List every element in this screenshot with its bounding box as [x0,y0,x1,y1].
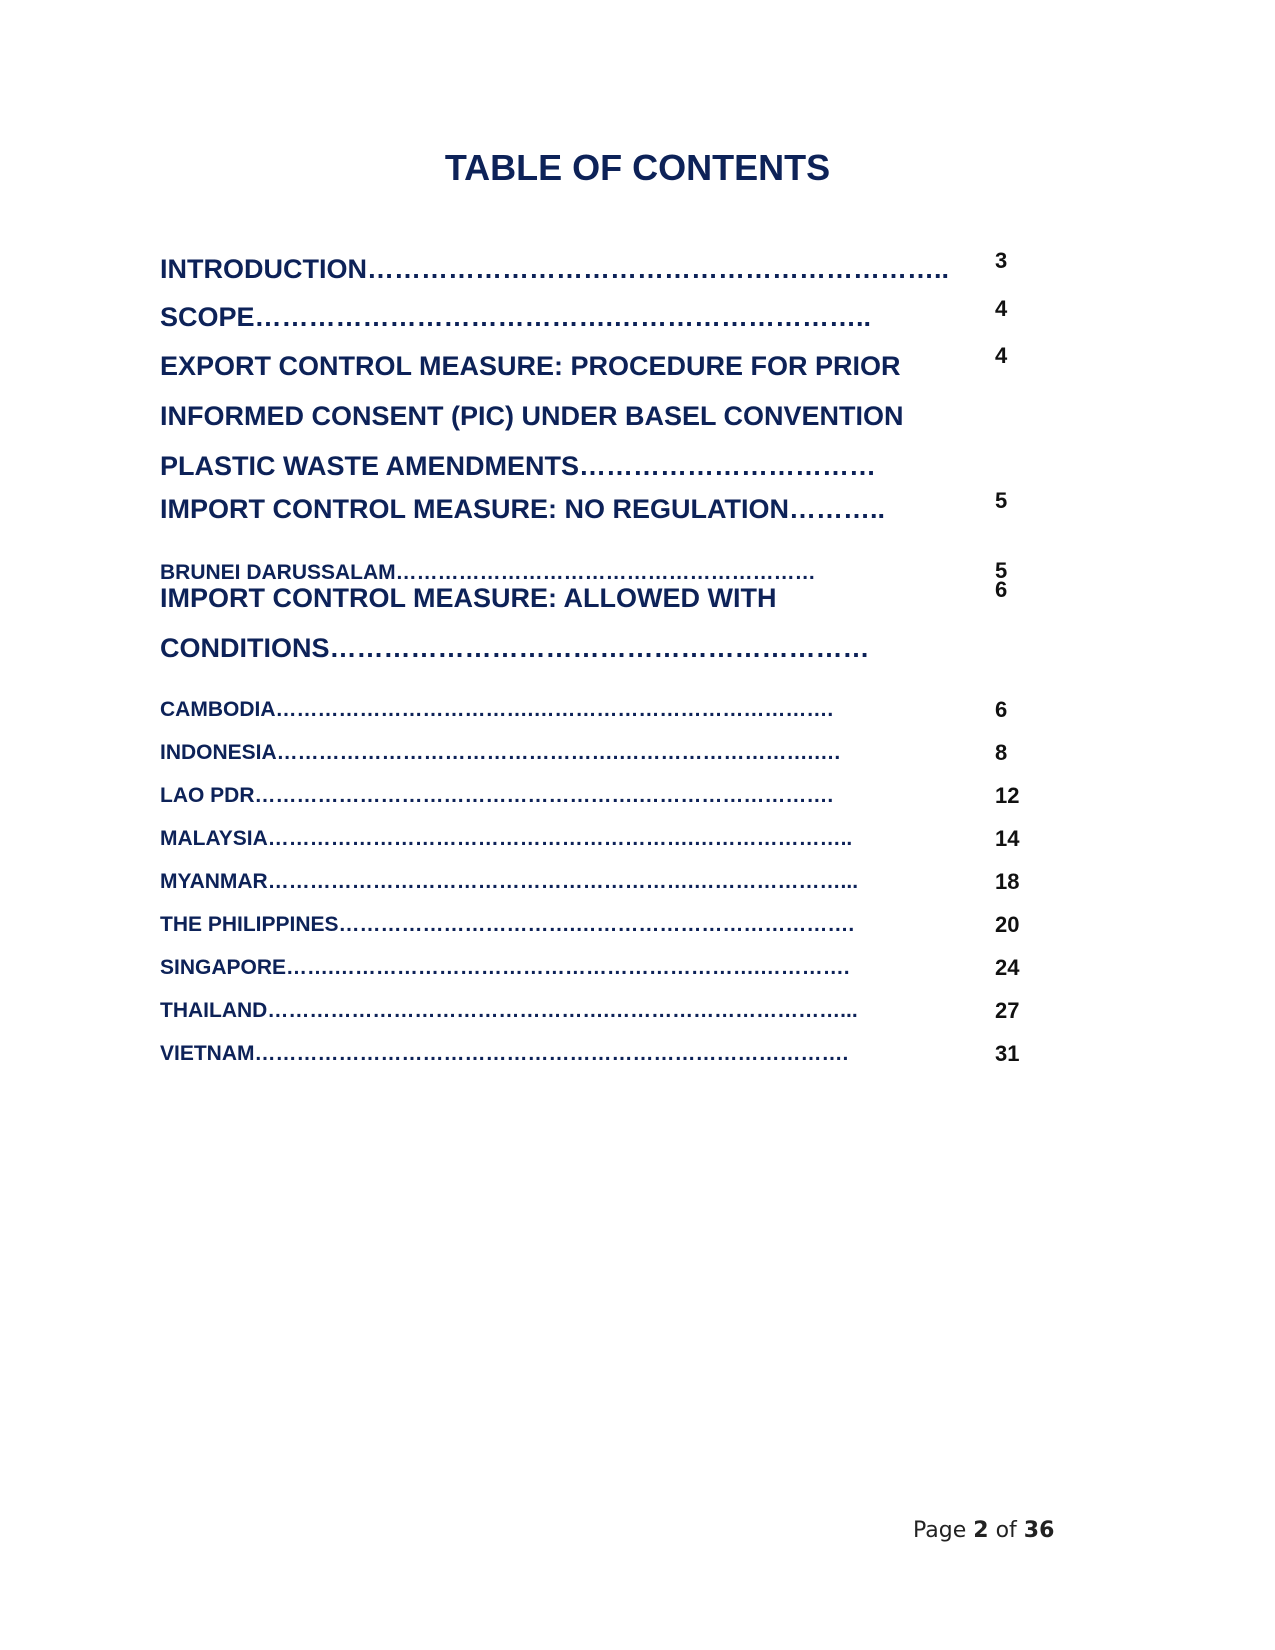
toc-entry-label: THE PHILIPPINES…………………………….…………………………………. [160,913,855,936]
footer-of: of [988,1518,1024,1543]
toc-entry-page-number: 3 [995,248,1008,273]
toc-entry-label: VIETNAM…………………………………………………………………………. [160,1042,849,1065]
toc-entry-label: SINGAPORE…….…………………………………………………….…………. [160,956,850,979]
toc-entry-page-number: 5 [995,558,1008,583]
toc-entry-page-number: 8 [995,740,1008,765]
toc-entry-label: INDONESIA………………………………………….……………………….…. [160,741,841,764]
toc-entry-page-number: 20 [995,912,1020,937]
toc-entry-label: MALAYSIA…………………………………………………….………………….. [160,827,853,850]
toc-entry-page-number: 6 [995,577,1008,602]
toc-entry-page-number: 18 [995,869,1020,894]
footer-page-prefix: Page [913,1518,974,1543]
toc-entry-page-number: 5 [995,488,1008,513]
toc-entry-label: SCOPE………………………………….……………………….. [160,302,872,332]
toc-entry-label: THAILAND………………………………………….……………………………... [160,999,858,1022]
toc-entry-page-number: 14 [995,826,1020,851]
toc-entry-label: EXPORT CONTROL MEASURE: PROCEDURE FOR PRIOR INFORMED CONSENT (PIC) UNDER BASEL CONVENTION PLASTIC WASTE AMENDMENTS…………………………… [160,351,904,481]
toc-entry-page-number: 12 [995,783,1020,808]
toc-entry-label: INTRODUCTION……………………………………………………….. [160,254,949,284]
toc-entry-label: LAO PDR……………………………………………….………………………. [160,784,834,807]
toc-entry-page-number: 6 [995,697,1008,722]
toc-entry-label: CAMBODIA……………………………….……………………………………. [160,698,834,721]
toc-entry-label: BRUNEI DARUSSALAM…………………………………………………… [160,561,816,584]
footer-current-page: 2 [973,1518,989,1543]
toc-entry-page-number: 4 [995,343,1008,368]
toc-entry-label: MYANMAR…………………………………………………….…………………... [160,870,859,893]
toc-entry-page-number: 4 [995,296,1008,321]
footer-total-pages: 36 [1023,1518,1055,1543]
toc-entry-page-number: 27 [995,998,1020,1023]
page-title: TABLE OF CONTENTS [444,147,831,188]
toc-entry-label: IMPORT CONTROL MEASURE: NO REGULATION……….. [160,494,885,524]
page-footer [913,1518,1054,1543]
toc-entry-label: IMPORT CONTROL MEASURE: ALLOWED WITH CONDITIONS…………………………………………………… [160,583,870,663]
toc-entry-page-number: 24 [995,955,1020,980]
toc-entry-page-number: 31 [995,1041,1020,1066]
